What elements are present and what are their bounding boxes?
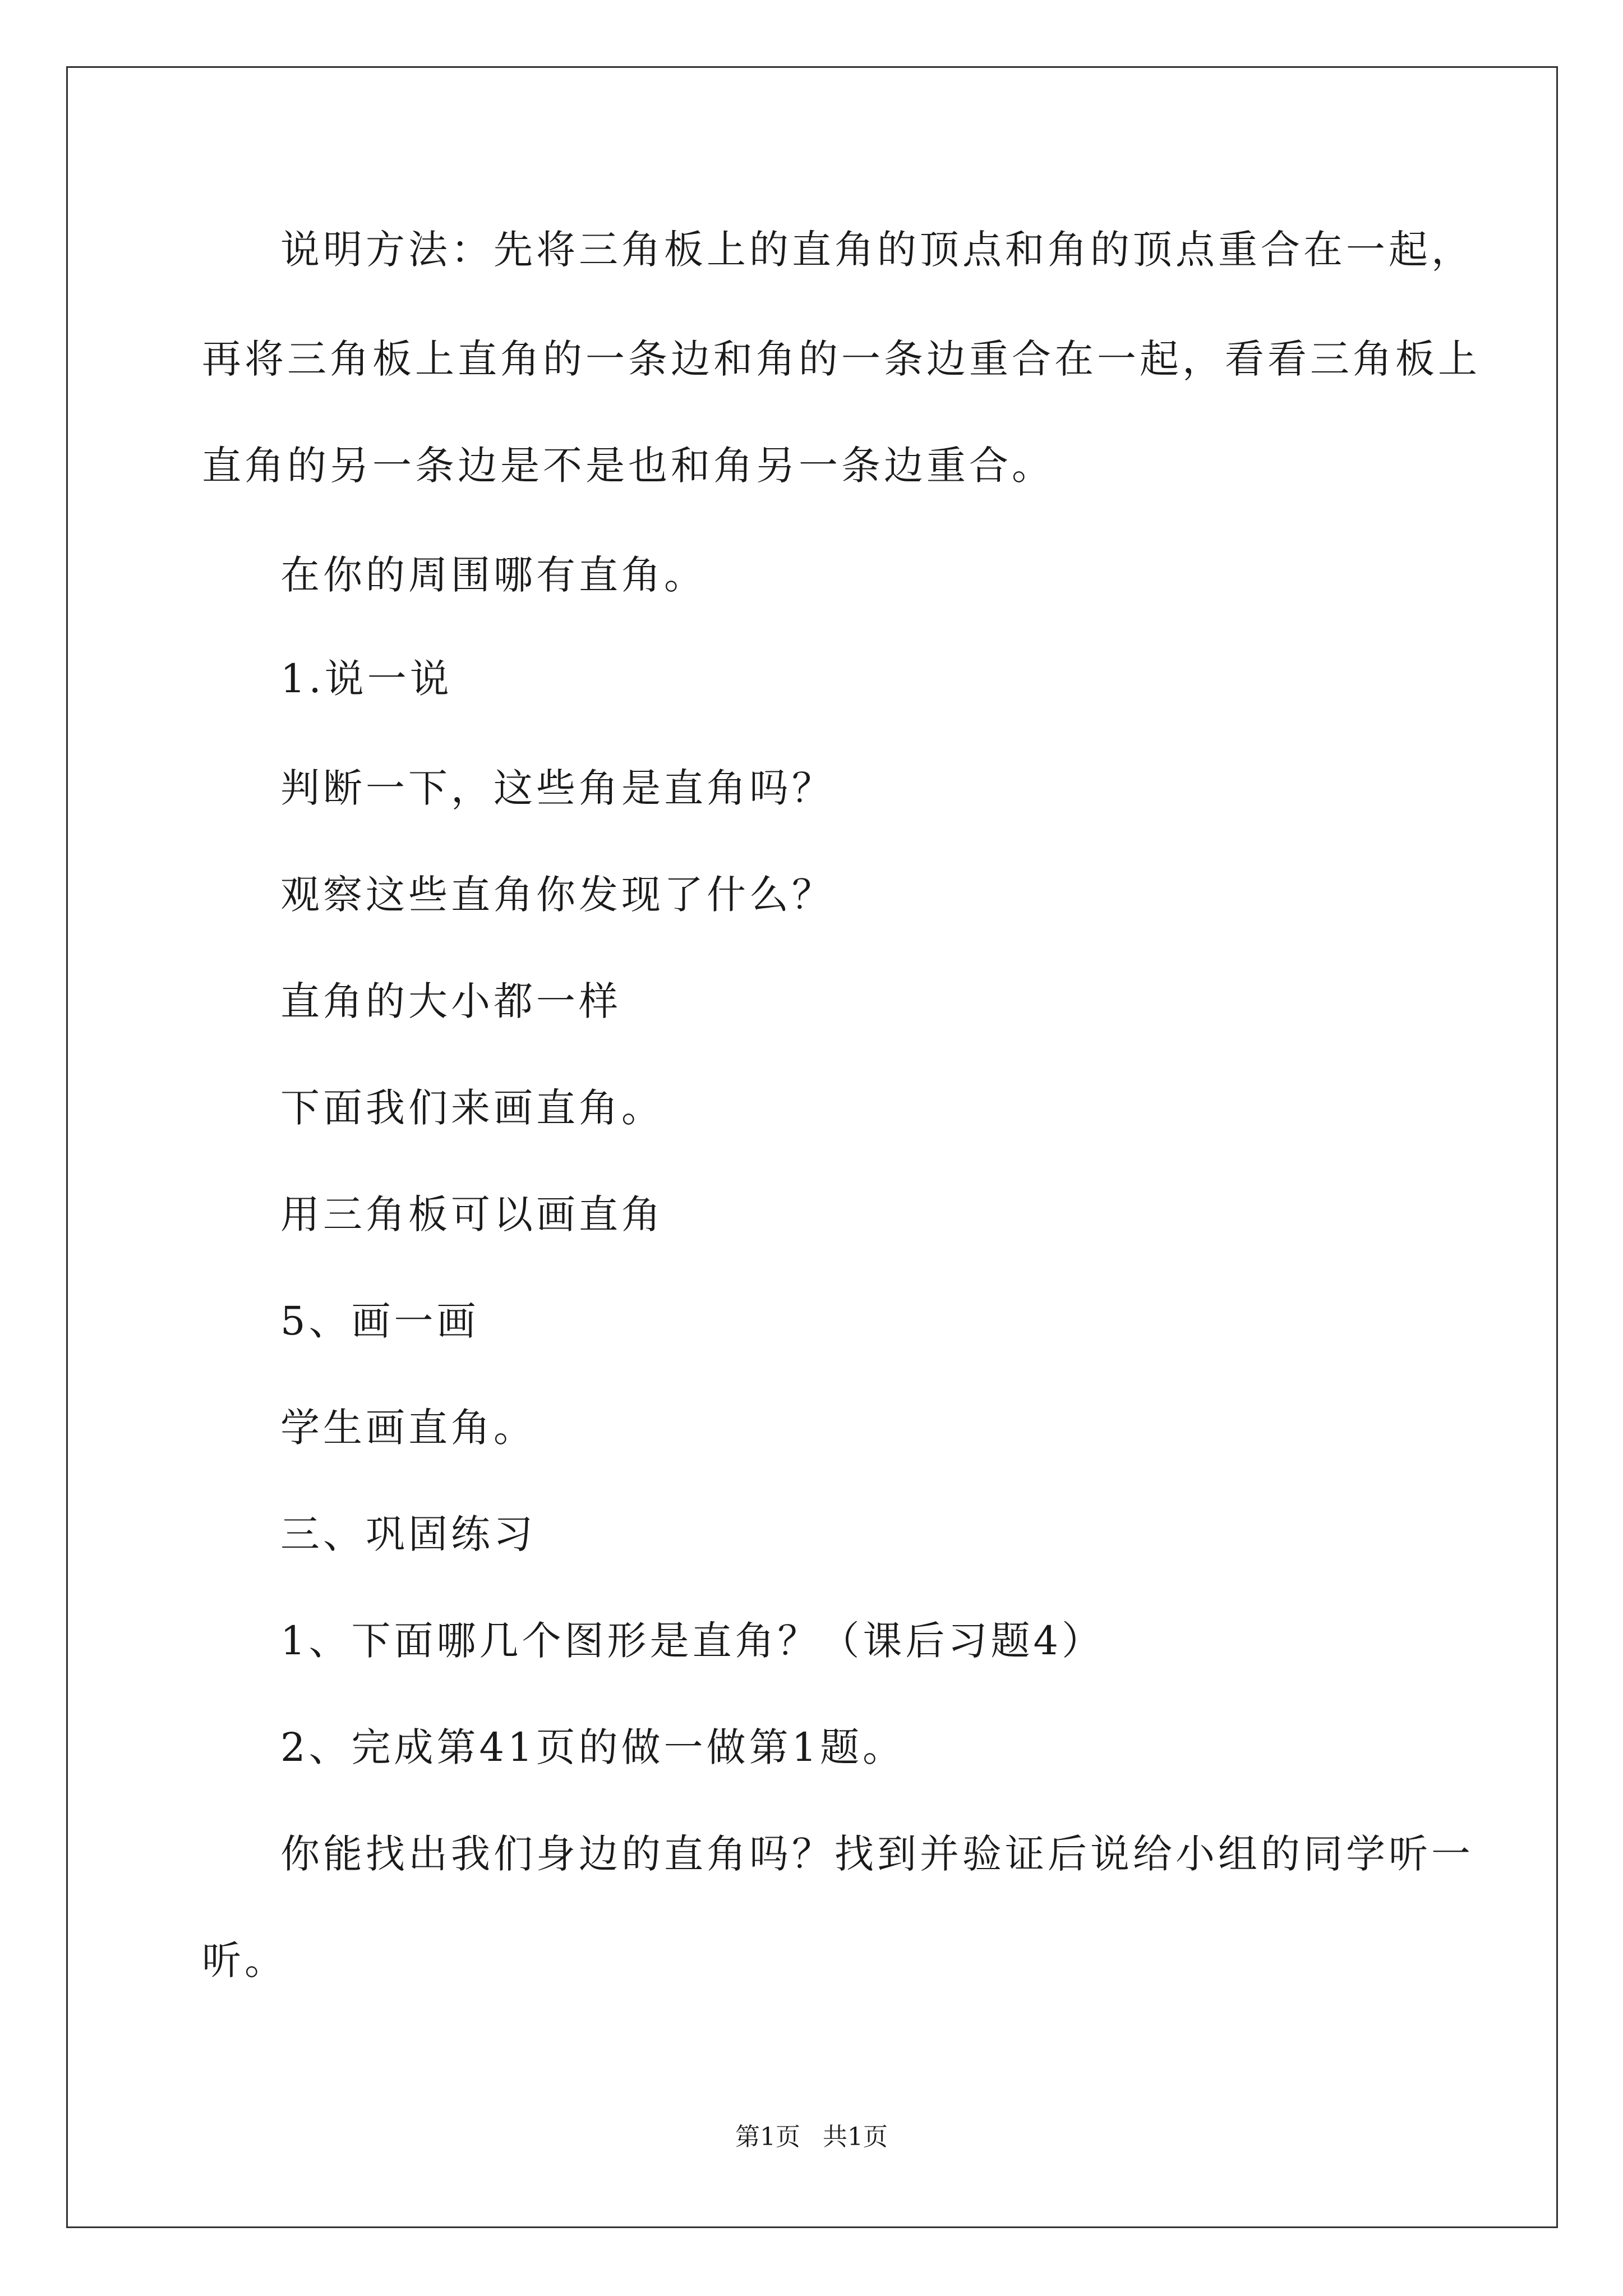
paragraph-13: 1、下面哪几个图形是直角？（课后习题4）: [280, 1618, 1105, 1664]
paragraph-9: 用三角板可以画直角: [280, 1191, 664, 1237]
paragraph-11: 学生画直角。: [280, 1405, 536, 1451]
paragraph-14: 2、完成第41页的做一做第1题。: [280, 1724, 906, 1770]
page-total: 共1页: [823, 2123, 888, 2151]
paragraph-2-line-1: 再将三角板上直角的一条边和角的一条边重合在一起，看看三角板上: [202, 336, 1481, 382]
page-number: 第1页: [735, 2123, 800, 2151]
paragraph-15-line-2: 听。: [202, 1938, 287, 1984]
paragraph-5: 判断一下，这些角是直角吗？: [280, 765, 834, 811]
paragraph-3: 在你的周围哪有直角。: [280, 552, 707, 598]
section-heading: 三、巩固练习: [280, 1511, 536, 1557]
paragraph-6: 观察这些直角你发现了什么？: [280, 872, 834, 918]
paragraph-10: 5、画一画: [280, 1298, 479, 1344]
paragraph-4: 1.说一说: [280, 656, 453, 702]
paragraph-7: 直角的大小都一样: [280, 978, 621, 1024]
paragraph-1: 说明方法：先将三角板上的直角的顶点和角的顶点重合在一起，: [280, 227, 1474, 273]
page-footer: [0, 2120, 1623, 2154]
paragraph-15-line-1: 你能找出我们身边的直角吗？找到并验证后说给小组的同学听一: [280, 1831, 1474, 1877]
paragraph-2-line-2: 直角的另一条边是不是也和角另一条边重合。: [202, 443, 1054, 489]
page-border: [66, 66, 1558, 2228]
paragraph-8: 下面我们来画直角。: [280, 1085, 664, 1131]
